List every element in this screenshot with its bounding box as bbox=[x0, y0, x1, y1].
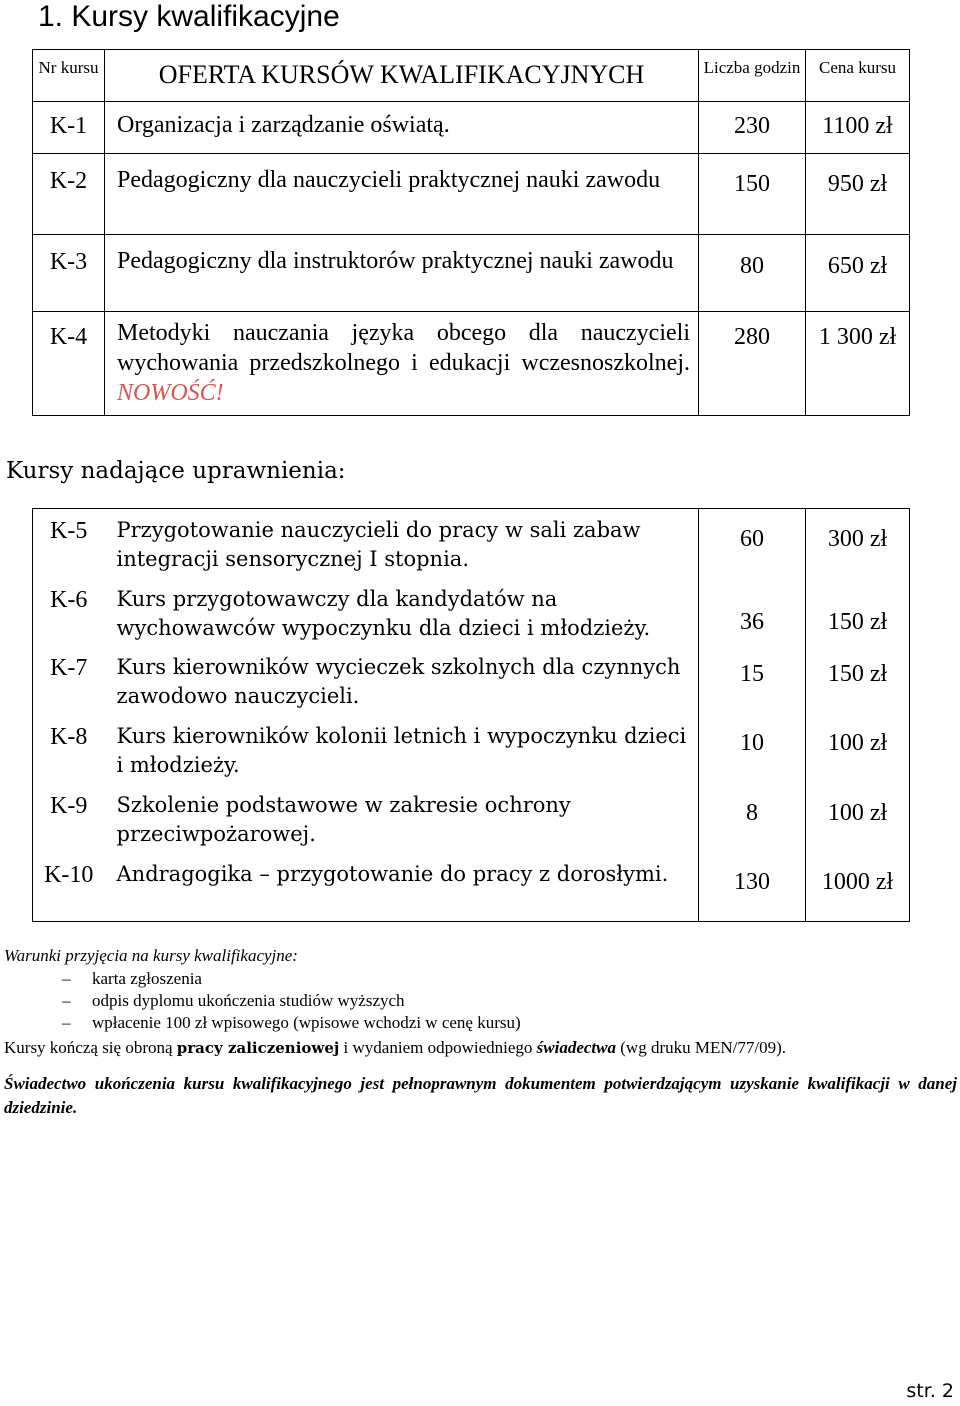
list-item: – odpis dyplomu ukończenia studiów wyższych bbox=[62, 990, 521, 1012]
course-hours: 60 bbox=[699, 509, 806, 575]
page-title: 1. Kursy kwalifikacyjne bbox=[38, 0, 340, 33]
page-number: str. 2 bbox=[906, 1380, 954, 1402]
table-row bbox=[33, 235, 910, 312]
course-price: 1100 zł bbox=[806, 102, 910, 154]
course-name: Andragogika – przygotowanie do pracy z dorosłymi. bbox=[105, 852, 699, 922]
course-name bbox=[105, 312, 699, 416]
completion-note bbox=[4, 1038, 786, 1058]
header-offer: OFERTA KURSÓW KWALIFIKACYJNYCH bbox=[105, 50, 699, 102]
course-hours: 8 bbox=[699, 783, 806, 852]
course-price: 150 zł bbox=[806, 575, 910, 645]
table-row bbox=[33, 154, 910, 235]
course-price: 100 zł bbox=[806, 714, 910, 783]
list-item: – karta zgłoszenia bbox=[62, 968, 521, 990]
course-hours: 130 bbox=[699, 852, 806, 922]
admission-conditions-title: Warunki przyjęcia na kursy kwalifikacyjne: bbox=[4, 946, 298, 965]
list-item: – wpłacenie 100 zł wpisowego (wpisowe wchodzi w cenę kursu) bbox=[62, 1012, 521, 1034]
course-price: 150 zł bbox=[806, 645, 910, 714]
course-name: Kurs przygotowawczy dla kandydatów na wychowawców wypoczynku dla dzieci i młodzieży. bbox=[105, 575, 699, 645]
table-row bbox=[33, 783, 910, 852]
certificate-text: świadectwa bbox=[536, 1038, 616, 1057]
course-price: 1 300 zł bbox=[806, 312, 910, 416]
certificate-note: Świadectwo ukończenia kursu kwalifikacyjnego jest pełnoprawnym dokumentem potwierdzającym uzyskanie kwalifikacji w danej dziedzinie. bbox=[4, 1074, 957, 1117]
course-code: K-5 bbox=[33, 509, 105, 575]
course-name-text: Metodyki nauczania języka obcego dla nauczycieli wychowania przedszkolnego i edukacji wczesnoszkolnej. bbox=[117, 320, 690, 376]
completion-text: Kursy kończą się obroną bbox=[4, 1038, 177, 1057]
completion-text: (wg druku MEN/77/09). bbox=[616, 1038, 786, 1057]
course-hours: 280 bbox=[699, 312, 806, 416]
course-price: 1000 zł bbox=[806, 852, 910, 922]
course-code: K-1 bbox=[33, 102, 105, 154]
course-price: 100 zł bbox=[806, 783, 910, 852]
course-code: K-4 bbox=[33, 312, 105, 416]
final-paper-text: pracy zaliczeniowej bbox=[176, 1039, 340, 1057]
course-code: K-3 bbox=[33, 235, 105, 312]
header-price: Cena kursu bbox=[806, 50, 910, 102]
table-row bbox=[33, 102, 910, 154]
course-hours: 15 bbox=[699, 645, 806, 714]
course-code: K-9 bbox=[33, 783, 105, 852]
admission-conditions-list bbox=[62, 968, 521, 1034]
table-row bbox=[33, 575, 910, 645]
qualification-courses-table bbox=[32, 49, 910, 416]
table-row bbox=[33, 509, 910, 575]
course-code: K-6 bbox=[33, 575, 105, 645]
course-name: Kurs kierowników wycieczek szkolnych dla czynnych zawodowo nauczycieli. bbox=[105, 645, 699, 714]
course-code: K-2 bbox=[33, 154, 105, 235]
permission-courses-table bbox=[32, 508, 910, 922]
course-name: Kurs kierowników kolonii letnich i wypoczynku dzieci i młodzieży. bbox=[105, 714, 699, 783]
course-code: K-10 bbox=[33, 852, 105, 922]
section-title-permissions: Kursy nadające uprawnienia: bbox=[6, 458, 346, 484]
course-hours: 36 bbox=[699, 575, 806, 645]
course-code: K-8 bbox=[33, 714, 105, 783]
course-name: Organizacja i zarządzanie oświatą. bbox=[105, 102, 699, 154]
table-row bbox=[33, 852, 910, 922]
header-nr: Nr kursu bbox=[33, 50, 105, 102]
course-hours: 80 bbox=[699, 235, 806, 312]
course-price: 650 zł bbox=[806, 235, 910, 312]
table-header-row bbox=[33, 50, 910, 102]
course-hours: 150 bbox=[699, 154, 806, 235]
course-hours: 10 bbox=[699, 714, 806, 783]
table-row bbox=[33, 645, 910, 714]
header-hours: Liczba godzin bbox=[699, 50, 806, 102]
completion-text: i wydaniem odpowiedniego bbox=[339, 1038, 537, 1057]
course-price: 950 zł bbox=[806, 154, 910, 235]
course-name: Przygotowanie nauczycieli do pracy w sali zabaw integracji sensorycznej I stopnia. bbox=[105, 509, 699, 575]
table-row bbox=[33, 312, 910, 416]
course-code: K-7 bbox=[33, 645, 105, 714]
course-price: 300 zł bbox=[806, 509, 910, 575]
course-name: Pedagogiczny dla instruktorów praktycznej nauki zawodu bbox=[105, 235, 699, 312]
course-name: Pedagogiczny dla nauczycieli praktycznej nauki zawodu bbox=[105, 154, 699, 235]
table-row bbox=[33, 714, 910, 783]
course-name: Szkolenie podstawowe w zakresie ochrony przeciwpożarowej. bbox=[105, 783, 699, 852]
new-badge: NOWOŚĆ! bbox=[117, 380, 224, 406]
course-hours: 230 bbox=[699, 102, 806, 154]
